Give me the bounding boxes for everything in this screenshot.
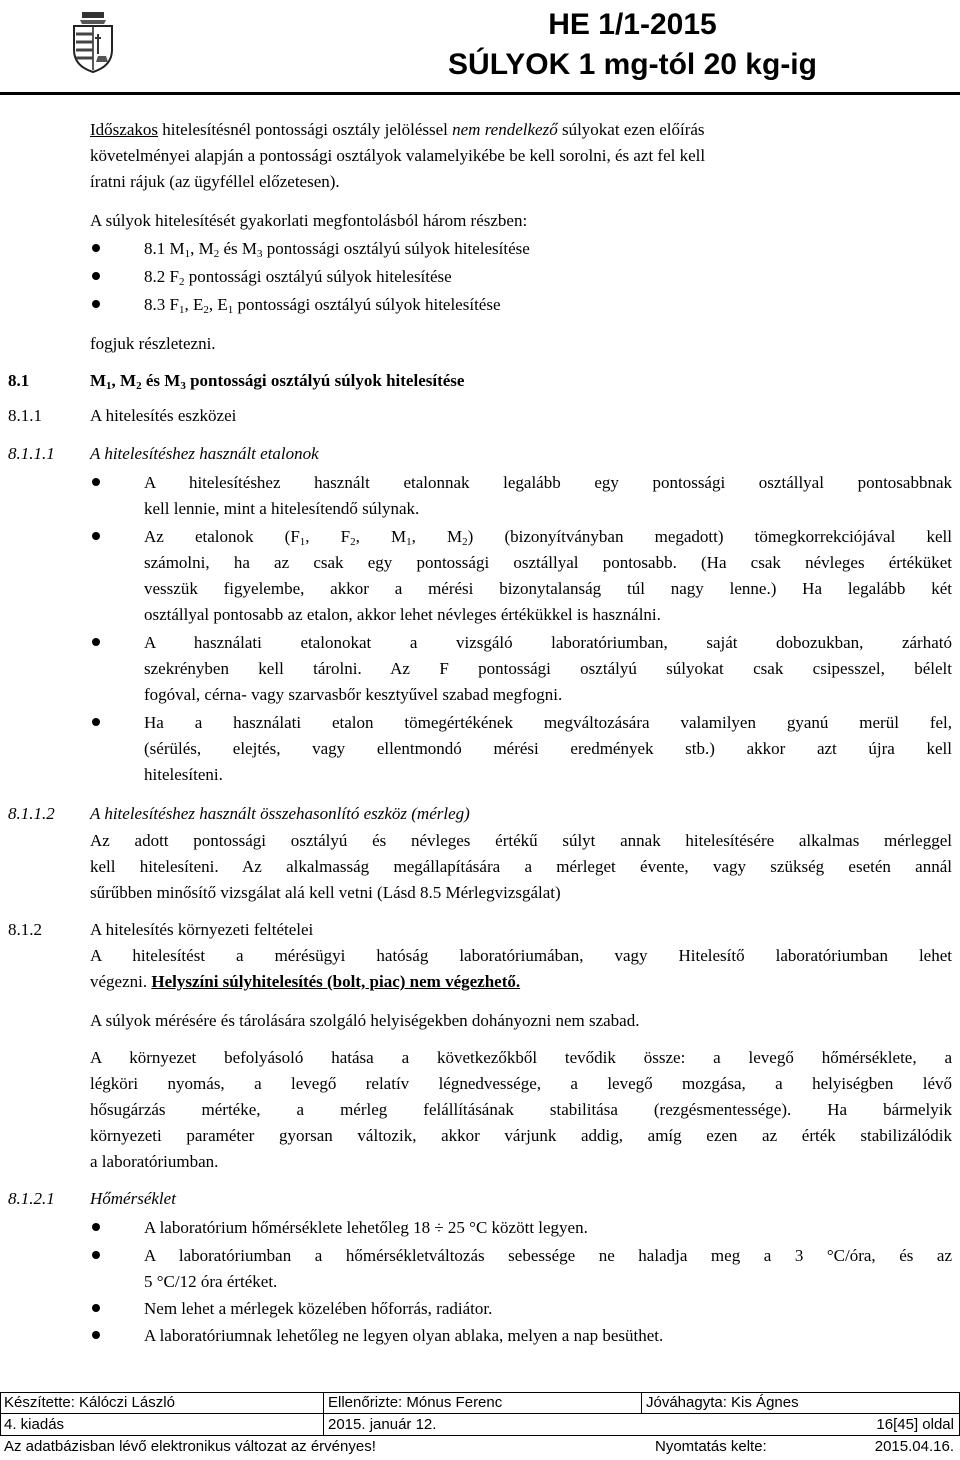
bullet-dot: [92, 718, 100, 726]
document-title: SÚLYOK 1 mg-tól 20 kg-ig: [448, 48, 817, 81]
bullet-dot: [92, 638, 100, 646]
env-para-3-line-3: hősugárzás mértéke, a mérleg felállításának stabilitása (rezgésmentessége). Ha bármelyik: [90, 1100, 952, 1119]
env-para-2: A súlyok mérésére és tárolására szolgáló helyiségekben dohányozni nem szabad.: [90, 1011, 640, 1030]
footer-print-label: Nyomtatás kelte:: [655, 1438, 767, 1455]
scale-para-line-1: Az adott pontossági osztályú és névleges értékű súlyt annak hitelesítésére alkalmas mérleggel: [90, 831, 952, 850]
etalon-bullet-3-line-2: szekrényben kell tárolni. Az F pontossági osztályú súlyokat csak csipesszel, bélelt: [144, 659, 952, 678]
section-number-8-1-2: 8.1.2: [8, 920, 42, 939]
etalon-bullet-1-line-2: kell lennie, mint a hitelesítendő súlynak.: [144, 499, 420, 518]
scale-para-line-3: sűrűbben minősítő vizsgálat alá kell vetni (Lásd 8.5 Mérlegvizsgálat): [90, 883, 561, 902]
bullet-dot: [92, 272, 100, 280]
intro-bullet-2: 8.2 $F_2$ pontossági osztályú súlyok hitelesítése: [144, 267, 452, 288]
footer-edition-date: 2015. január 12.: [328, 1416, 437, 1433]
onsite-warning: Helyszíni súlyhitelesítés (bolt, piac) nem végezhető.: [151, 972, 521, 991]
scale-para-line-2: kell hitelesíteni. Az alkalmasság megállapítására a mérleget évente, vagy szükség esetén annál: [90, 857, 952, 876]
temp-bullet-3: Nem lehet a mérlegek közelében hőforrás, radiátor.: [144, 1299, 493, 1318]
intro-bullet-1: 8.1 $M_1$, $M_2$ és $M_3$ pontossági osztályú súlyok hitelesítése: [144, 239, 530, 260]
bullet-dot: [92, 1251, 100, 1259]
footer-validity-note: Az adatbázisban lévő elektronikus változat az érvényes!: [4, 1438, 376, 1455]
etalon-bullet-3-line-1: A használati etalonokat a vizsgáló laboratóriumban, saját dobozukban, zárható: [144, 633, 952, 652]
etalon-bullet-3-line-3: fogóval, cérna- vagy szarvasbőr kesztyűvel szabad megfogni.: [144, 685, 563, 704]
etalon-bullet-4-line-3: hitelesíteni.: [144, 765, 223, 784]
bullet-dot: [92, 244, 100, 252]
section-title-8-1-1-2: A hitelesítéshez használt összehasonlító eszköz (mérleg): [90, 804, 470, 823]
section-number-8-1: 8.1: [8, 371, 30, 390]
env-para-3-line-5: a laboratóriumban.: [90, 1152, 219, 1171]
env-para-3-line-1: A környezet befolyásoló hatása a következőkből tevődik össze: a levegő hőmérséklete, a: [90, 1048, 952, 1067]
etalon-bullet-4-line-1: Ha a használati etalon tömegértékének megváltozására valamilyen gyanú merül fel,: [144, 713, 952, 732]
env-para-3-line-2: légköri nyomás, a levegő relatív légnedvessége, a levegő mozgása, a helyiségben lévő: [90, 1074, 952, 1093]
footer-edition: 4. kiadás: [4, 1416, 65, 1433]
intro-line-2: követelményei alapján a pontossági osztályok valamelyikébe be kell sorolni, és azt fel kell: [90, 146, 706, 165]
footer-checked-by: Ellenőrizte: Mónus Ferenc: [328, 1394, 503, 1411]
section-title-8-1-2-1: Hőmérséklet: [90, 1189, 176, 1208]
env-para-1-line-2: végezni. Helyszíni súlyhitelesítés (bolt, piac) nem végezhető.: [90, 972, 521, 991]
etalon-bullet-2-line-2: számolni, ha az csak egy pontossági osztállyal pontosabb. (Ha csak névleges értéküket: [144, 553, 952, 572]
temp-bullet-1: A laboratórium hőmérséklete lehetőleg 18 ÷ 25 °C között legyen.: [144, 1218, 588, 1237]
coat-of-arms-logo: [68, 10, 118, 74]
footer-page-number: 16[45] oldal: [876, 1416, 954, 1433]
etalon-bullet-2-line-3: vesszük figyelembe, akkor a mérési bizonytalanság túl nagy lenne.) Ha legalább két: [144, 579, 952, 598]
env-para-1-line-1: A hitelesítést a mérésügyi hatóság laboratóriumában, vagy Hitelesítő laboratóriumban lehet: [90, 946, 952, 965]
etalon-bullet-2-line-1: Az etalonok ($F_1$, $F_2$, $M_1$, $M_2$) (bizonyítványban megadott) tömegkorrekciójával kell: [144, 527, 952, 548]
section-title-8-1-1-1: A hitelesítéshez használt etalonok: [90, 444, 319, 463]
bullet-dot: [92, 532, 100, 540]
section-title-8-1: $M_1$, $M_2$ és $M_3$ pontossági osztályú súlyok hitelesítése: [90, 371, 465, 392]
etalon-bullet-2-line-4: osztállyal pontosabb az etalon, akkor lehet névleges értékükkel is használni.: [144, 605, 661, 624]
bullet-dot: [92, 1304, 100, 1312]
section-title-8-1-2: A hitelesítés környezeti feltételei: [90, 920, 314, 939]
section-number-8-1-1-2: 8.1.1.2: [8, 804, 55, 823]
footer-print-date: 2015.04.16.: [874, 1438, 954, 1455]
section-number-8-1-2-1: 8.1.2.1: [8, 1189, 55, 1208]
bullet-dot: [92, 478, 100, 486]
bullet-dot: [92, 1331, 100, 1339]
header-divider: [0, 92, 960, 95]
temp-bullet-4: A laboratóriumnak lehetőleg ne legyen olyan ablaka, melyen a nap besüthet.: [144, 1326, 664, 1345]
etalon-bullet-4-line-2: (sérülés, elejtés, vagy ellentmondó mérési eredmények stb.) akkor azt újra kell: [144, 739, 952, 758]
intro-line-3: íratni rájuk (az ügyféllel előzetesen).: [90, 172, 340, 191]
etalon-bullet-1-line-1: A hitelesítéshez használt etalonnak legalább egy pontossági osztállyal pontosabbnak: [144, 473, 952, 492]
intro-line-4: A súlyok hitelesítését gyakorlati megfontolásból három részben:: [90, 211, 528, 230]
section-number-8-1-1: 8.1.1: [8, 406, 42, 425]
intro-line-5: fogjuk részletezni.: [90, 334, 216, 353]
temp-bullet-2-line-1: A laboratóriumban a hőmérsékletváltozás sebessége ne haladja meg a 3 °C/óra, és az: [144, 1246, 952, 1265]
footer-approved-by: Jóváhagyta: Kis Ágnes: [646, 1394, 799, 1411]
bullet-dot: [92, 300, 100, 308]
intro-line-1: Időszakos hitelesítésnél pontossági osztály jelöléssel nem rendelkező súlyokat ezen előírás: [90, 120, 705, 139]
section-number-8-1-1-1: 8.1.1.1: [8, 444, 55, 463]
env-para-3-line-4: környezeti paraméter gyorsan változik, akkor várjunk addig, amíg ezen az érték stabilizálódik: [90, 1126, 952, 1145]
temp-bullet-2-line-2: 5 °C/12 óra értéket.: [144, 1272, 278, 1291]
section-title-8-1-1: A hitelesítés eszközei: [90, 406, 237, 425]
footer-table: [0, 1392, 960, 1460]
document-code: HE 1/1-2015: [548, 8, 717, 41]
footer-prepared-by: Készítette: Kálóczi László: [4, 1394, 175, 1411]
intro-bullet-3: 8.3 $F_1$, $E_2$, $E_1$ pontossági osztályú súlyok hitelesítése: [144, 295, 501, 316]
bullet-dot: [92, 1223, 100, 1231]
